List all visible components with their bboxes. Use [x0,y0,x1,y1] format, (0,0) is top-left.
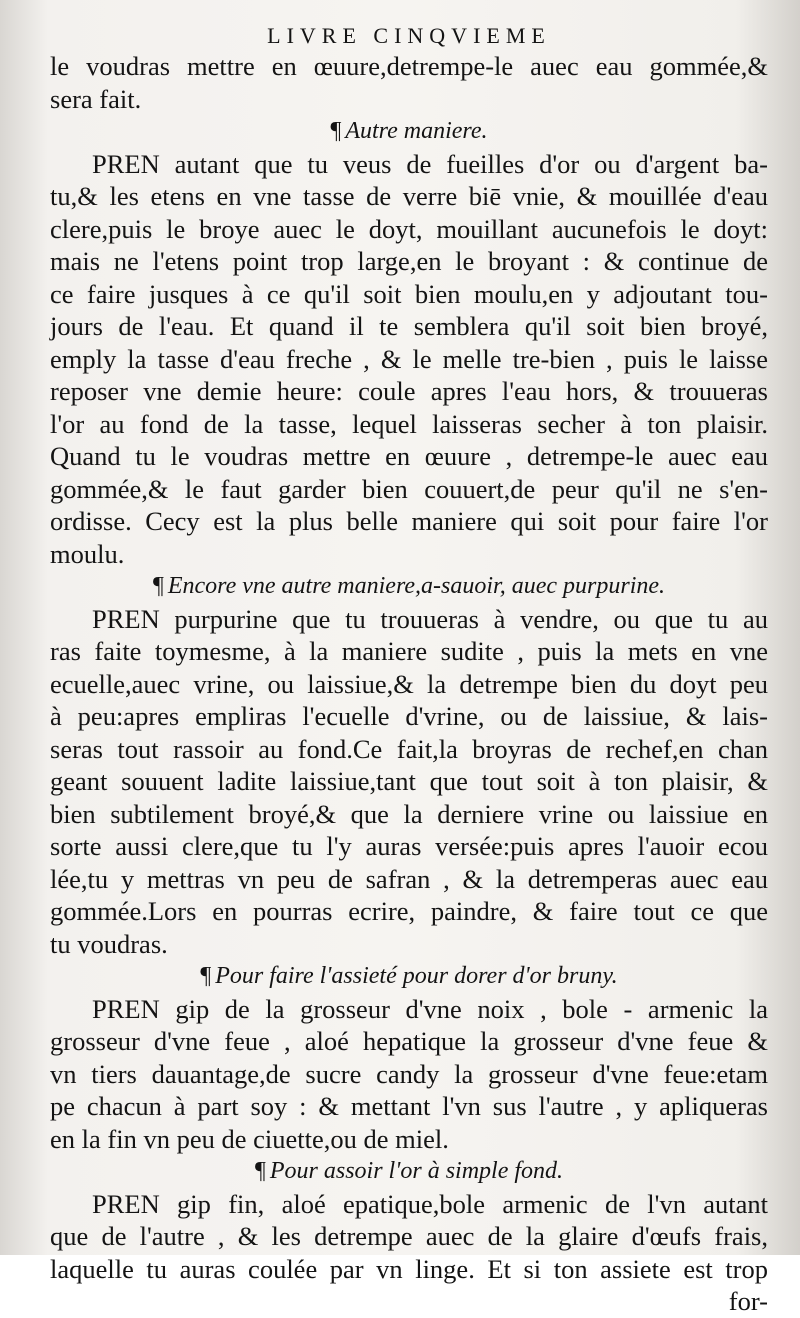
text-line: ras faite toymesme, à la maniere sudite , puis la mets en vne [50,636,768,666]
page-text [50,22,768,1318]
text-line: sorte aussi clere,que tu l'y auras versée:puis apres l'auoir ecou [50,831,768,861]
text-line: Quand tu le voudras mettre en œuure , detrempe-le auec eau [50,441,768,471]
text-line: gommée,& le faut garder bien couuert,de peur qu'il ne s'en- [50,473,768,504]
text-line: PREN autant que tu veus de fueilles d'or ou d'argent ba- [92,148,768,179]
text-line: tu voudras. [50,928,168,959]
text-line: moulu. [50,538,125,569]
text-line: ecuelle,auec vrine, ou laissiue,& la detrempe bien du doyt peu [50,668,768,699]
text-line: mais ne l'etens point trop large,en le broyant : & continue de [50,246,768,276]
text-line: clere,puis le broye auec le doyt, mouillant aucunefois le doyt: [50,213,768,244]
text-line: grosseur d'vne feue , aloé hepatique la grosseur d'vne feue & [50,1026,768,1056]
text-line: ce faire jusques à ce qu'il soit bien moulu,en y adjoutant tou- [50,278,768,309]
text-line: PREN purpurine que tu trouueras à vendre, ou que tu au [92,603,768,634]
text-line: tu,& les etens en vne tasse de verre biē vnie, & mouillée d'eau [50,181,768,211]
text-line: sera fait. [50,83,142,114]
section-heading-text: Autre maniere. [345,118,488,144]
text-line: bien subtilement broyé,& que la derniere vrine ou laissiue en [50,798,768,829]
text-line: lée,tu y mettras vn peu de safran , & la detremperas auec eau [50,863,768,894]
running-header: LIVRE CINQVIEME [267,23,551,48]
section-heading [50,960,768,993]
section-heading-text: Encore vne autre maniere,a-sauoir, auec purpurine. [167,573,666,599]
section-heading [50,115,768,148]
pilcrow-icon: ¶ [152,573,164,599]
text-line: PREN gip de la grosseur d'vne noix , bole - armenic la [92,993,768,1024]
text-line: laquelle tu auras coulée par vn linge. Et si ton assiete est trop [50,1253,768,1284]
text-lines [50,50,768,1285]
text-line: geant souuent ladite laissiue,tant que tout soit à ton plaisir, & [50,766,768,796]
section-heading [50,1155,768,1188]
text-line: le voudras mettre en œuure,detrempe-le auec eau gommée,& [50,51,768,81]
text-line: gommée.Lors en pourras ecrire, paindre, & faire tout ce que [50,896,768,926]
text-line: vn tiers dauantage,de sucre candy la grosseur d'vne feue:etam [50,1058,768,1089]
text-line: pe chacun à part soy : & mettant l'vn sus l'autre , y apliqueras [50,1091,768,1121]
text-line: ordisse. Cecy est la plus belle maniere qui soit pour faire l'or [50,506,768,536]
text-line: emply la tasse d'eau freche , & le melle tre-bien , puis le laisse [50,343,768,374]
text-line: que de l'autre , & les detrempe auec de la glaire d'œufs frais, [50,1221,768,1251]
text-line: à peu:apres empliras l'ecuelle d'vrine, ou de laissiue, & lais- [50,701,768,731]
text-line: PREN gip fin, aloé epatique,bole armenic de l'vn autant [92,1188,768,1219]
text-line: reposer vne demie heure: coule apres l'eau hors, & trouueras [50,376,768,406]
pilcrow-icon: ¶ [330,118,342,144]
section-heading-text: Pour faire l'assieté pour dorer d'or bruny. [215,963,618,989]
pilcrow-icon: ¶ [200,963,212,989]
pilcrow-icon: ¶ [254,1158,266,1184]
section-heading-text: Pour assoir l'or à simple fond. [269,1158,564,1184]
text-line: en la fin vn peu de ciuette,ou de miel. [50,1123,449,1154]
text-line: seras tout rassoir au fond.Ce fait,la broyras de rechef,en chan [50,733,768,764]
text-line: l'or au fond de la tasse, lequel laisseras secher à ton plaisir. [50,408,768,439]
catchword: for- [728,1286,768,1316]
text-line: jours de l'eau. Et quand il te semblera qu'il soit bien broyé, [50,311,768,341]
section-heading [50,570,768,603]
